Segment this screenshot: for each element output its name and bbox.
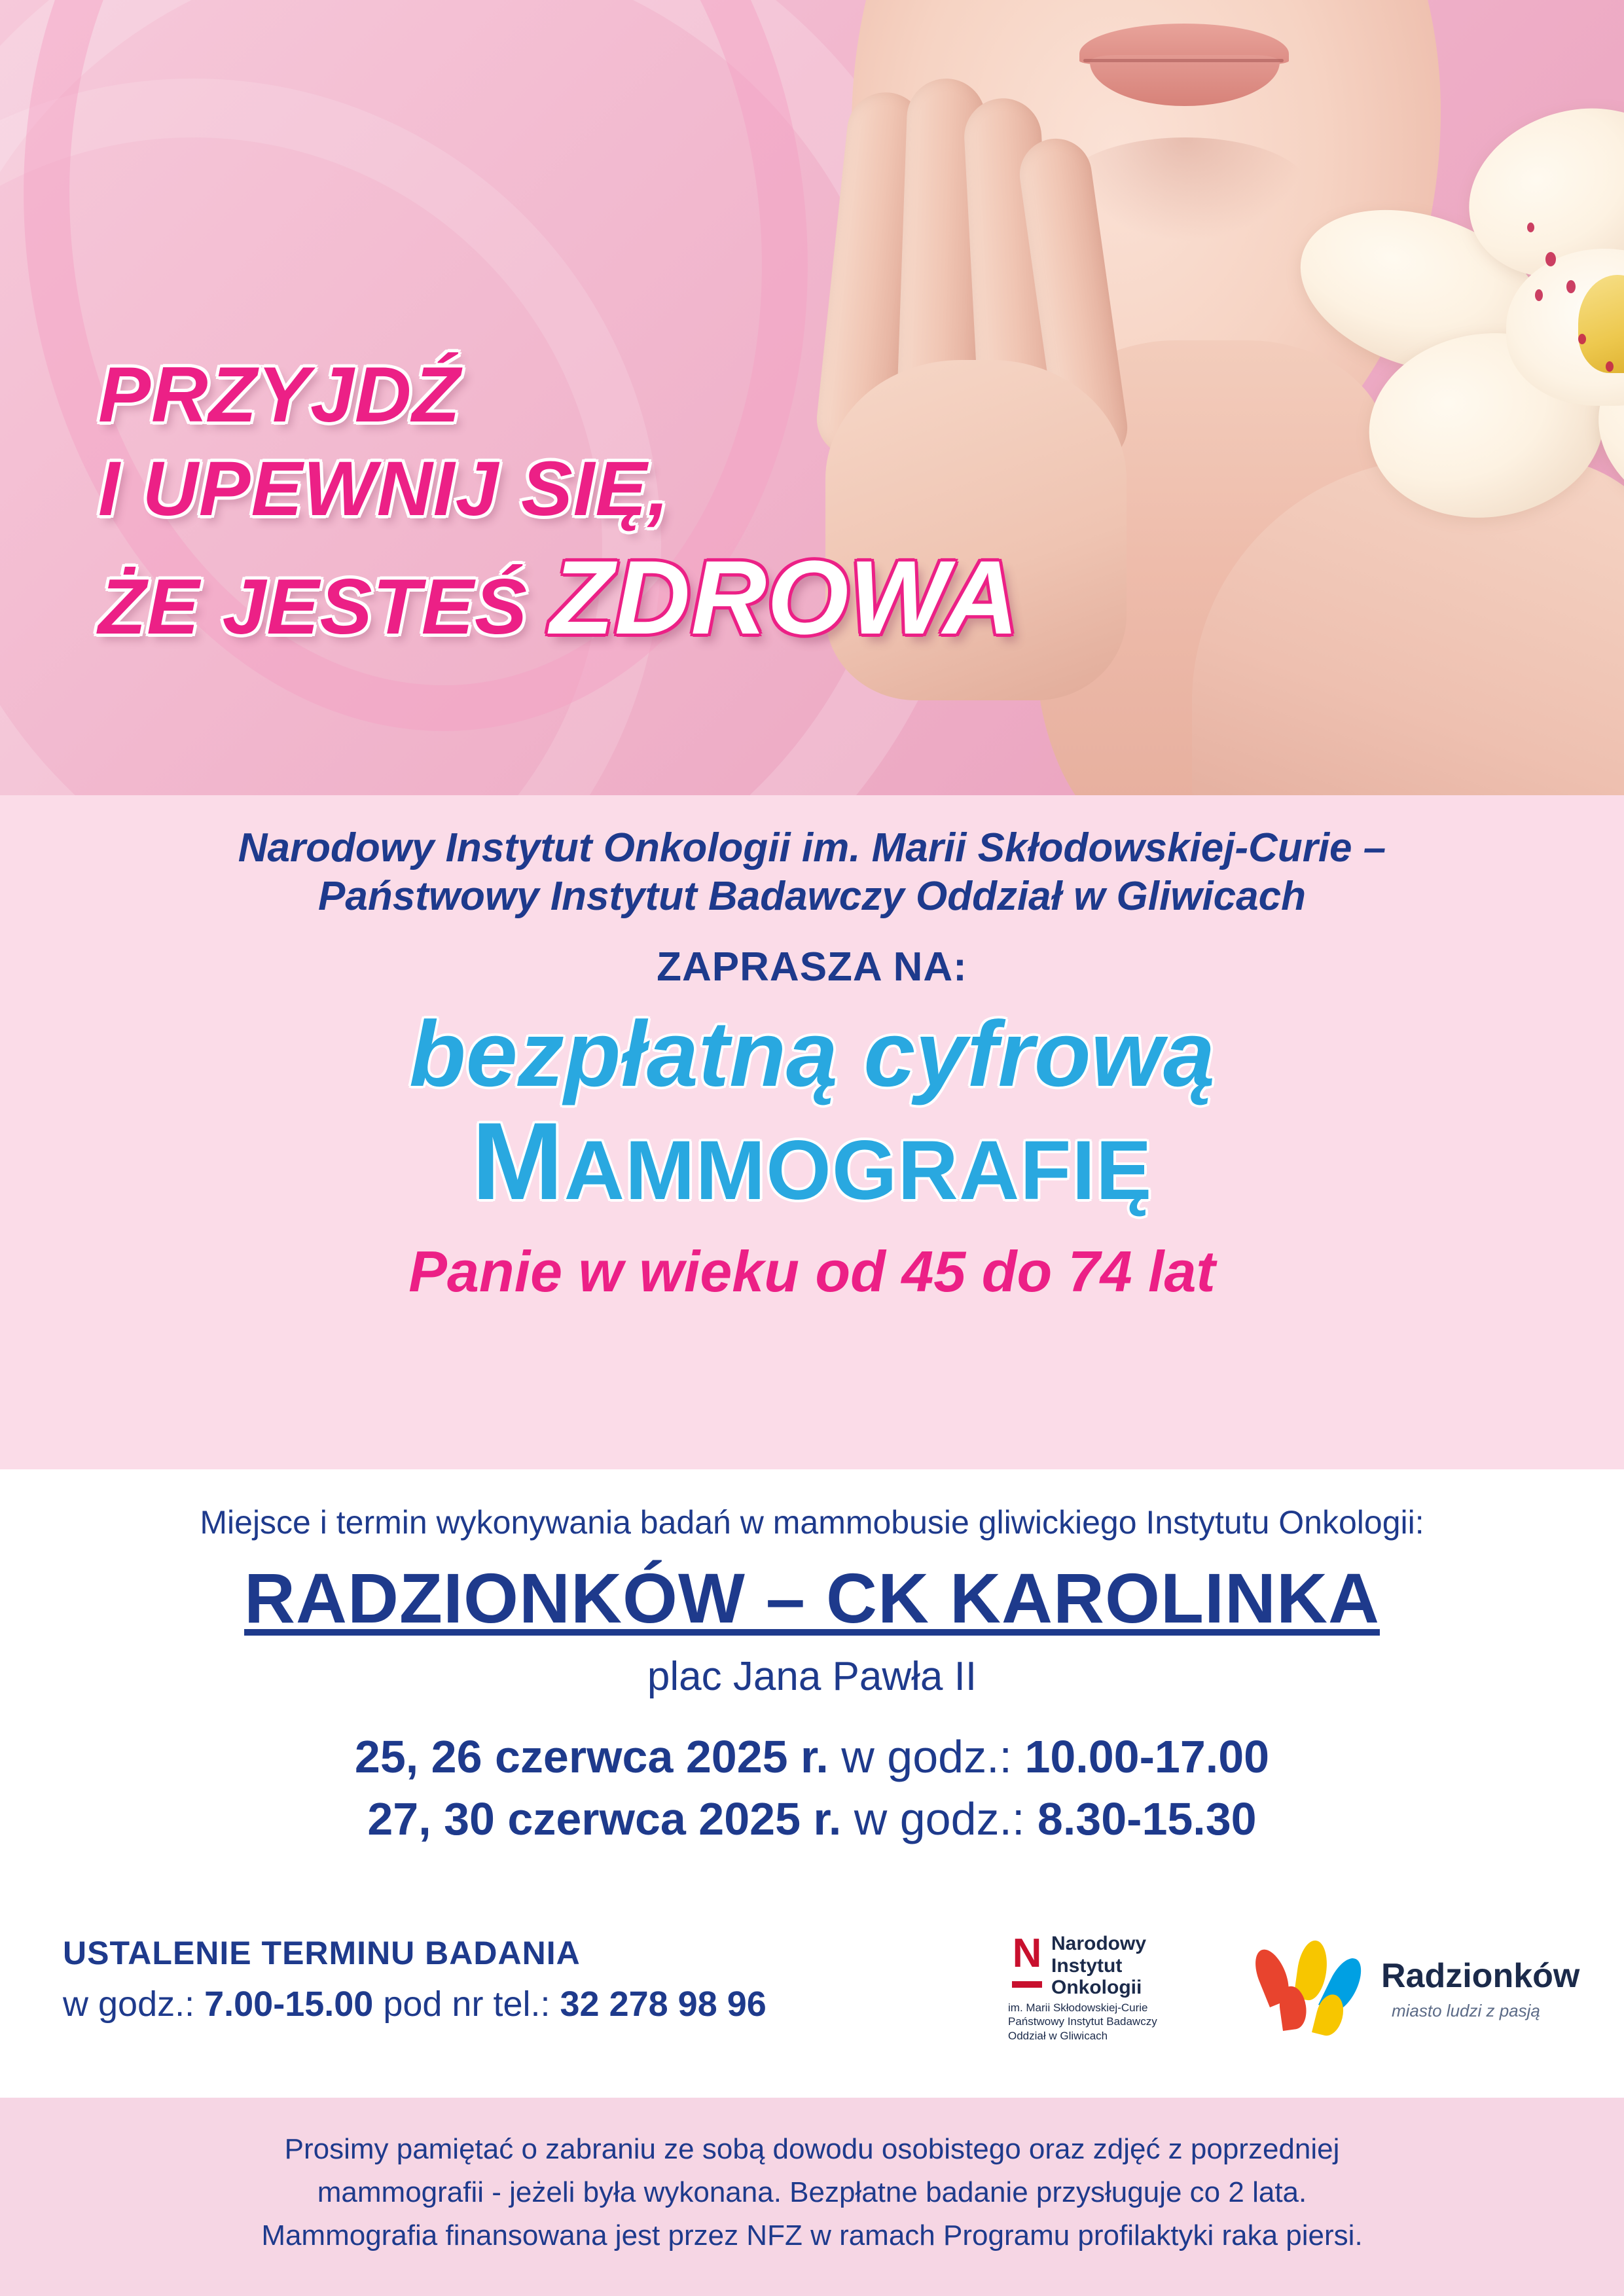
petal-speck bbox=[1545, 252, 1556, 266]
petal-speck bbox=[1527, 223, 1534, 232]
schedule bbox=[0, 1726, 1624, 1850]
offer-exam-initial: M bbox=[471, 1099, 564, 1223]
logo-narodowy-instytut-onkologii bbox=[1008, 1930, 1224, 2054]
venue-address: plac Jana Pawła II bbox=[647, 1654, 977, 1699]
poster-headline bbox=[98, 351, 1119, 656]
headline-line-3 bbox=[98, 539, 1119, 656]
nio-name-line-3: Onkologii bbox=[1051, 1977, 1142, 1999]
organizer-line-1: Narodowy Instytut Onkologii im. Marii Skłodowskiej-Curie – bbox=[238, 825, 1386, 870]
radzionkow-tagline: miasto ludzi z pasją bbox=[1392, 2001, 1540, 2020]
schedule-hours: 8.30-15.30 bbox=[1037, 1793, 1257, 1844]
footer-line-2: mammografii - jeżeli była wykonana. Bezpłatne badanie przysługuje co 2 lata. bbox=[317, 2176, 1307, 2208]
headline-line-3-prefix: ŻE JESTEŚ bbox=[98, 563, 550, 651]
nio-monogram: N bbox=[1012, 1931, 1042, 1976]
petal-speck bbox=[1578, 334, 1586, 344]
booking-middle: pod nr tel.: bbox=[373, 1984, 560, 2024]
contact-row bbox=[0, 1928, 1624, 2085]
booking-phone: 32 278 98 96 bbox=[560, 1984, 767, 2024]
feathers-icon bbox=[1263, 1937, 1375, 2035]
radzionkow-name: Radzionków bbox=[1381, 1957, 1580, 1995]
schedule-middle: w godz.: bbox=[828, 1731, 1025, 1782]
nio-name bbox=[1051, 1933, 1146, 1999]
details-band bbox=[0, 1469, 1624, 2098]
schedule-days: 27, 30 czerwca 2025 r. bbox=[367, 1793, 842, 1844]
nio-sub-line-2: Państwowy Instytut Badawczy bbox=[1008, 2015, 1157, 2028]
booking-title: USTALENIE TERMINU BADANIA bbox=[63, 1935, 581, 1971]
orchid-flower bbox=[1271, 118, 1624, 576]
headline-line-2: I UPEWNIJ SIĘ, bbox=[98, 446, 670, 533]
schedule-row bbox=[0, 1726, 1624, 1788]
organizer-line-2: Państwowy Instytut Badawczy Oddział w Gliwicach bbox=[317, 874, 1306, 920]
logo-radzionkow bbox=[1263, 1928, 1580, 2058]
schedule-row bbox=[0, 1788, 1624, 1850]
footer-note bbox=[0, 2098, 1624, 2296]
nio-name-line-1: Narodowy bbox=[1051, 1933, 1147, 1954]
nio-name-line-2: Instytut bbox=[1051, 1954, 1123, 1977]
petal-speck bbox=[1535, 289, 1543, 301]
offer-free-digital: bezpłatną cyfrową bbox=[409, 1001, 1215, 1106]
booking-hours: 7.00-15.00 bbox=[204, 1984, 374, 2024]
booking-info bbox=[63, 1934, 767, 2024]
headline-line-1: PRZYJDŹ bbox=[98, 351, 461, 439]
headline-word-zdrowa: ZDROWA bbox=[550, 539, 1020, 656]
location-intro: Miejsce i termin wykonywania badań w mammobusie gliwickiego Instytutu Onkologii: bbox=[200, 1504, 1424, 1541]
lip-line bbox=[1083, 59, 1284, 62]
offer-exam-rest: AMMOGRAFIĘ bbox=[564, 1123, 1153, 1217]
schedule-middle: w godz.: bbox=[841, 1793, 1038, 1844]
nio-subtitle bbox=[1008, 2001, 1218, 2043]
venue-name: RADZIONKÓW – CK KAROLINKA bbox=[244, 1558, 1380, 1638]
booking-prefix: w godz.: bbox=[63, 1984, 205, 2024]
invitation-label: ZAPRASZA NA: bbox=[657, 944, 967, 990]
age-range: Panie w wieku od 45 do 74 lat bbox=[408, 1238, 1216, 1304]
organizer-name bbox=[0, 804, 1624, 922]
schedule-days: 25, 26 czerwca 2025 r. bbox=[354, 1731, 829, 1782]
nio-sub-line-3: Oddział w Gliwicach bbox=[1008, 2029, 1108, 2042]
poster-hero bbox=[0, 0, 1624, 795]
petal-speck bbox=[1566, 280, 1576, 293]
footer-line-1: Prosimy pamiętać o zabraniu ze sobą dowodu osobistego oraz zdjęć z poprzedniej bbox=[284, 2133, 1340, 2165]
offer-exam-name bbox=[0, 1099, 1624, 1223]
schedule-hours: 10.00-17.00 bbox=[1024, 1731, 1270, 1782]
nio-sub-line-1: im. Marii Skłodowskiej-Curie bbox=[1008, 2001, 1148, 2014]
petal-speck bbox=[1606, 361, 1614, 372]
footer-line-3: Mammografia finansowana jest przez NFZ w ramach Programu profilaktyki raka piersi. bbox=[261, 2219, 1363, 2251]
offer-band bbox=[0, 795, 1624, 1469]
nio-accent-bar bbox=[1012, 1981, 1042, 1988]
booking-line bbox=[63, 1984, 767, 2024]
